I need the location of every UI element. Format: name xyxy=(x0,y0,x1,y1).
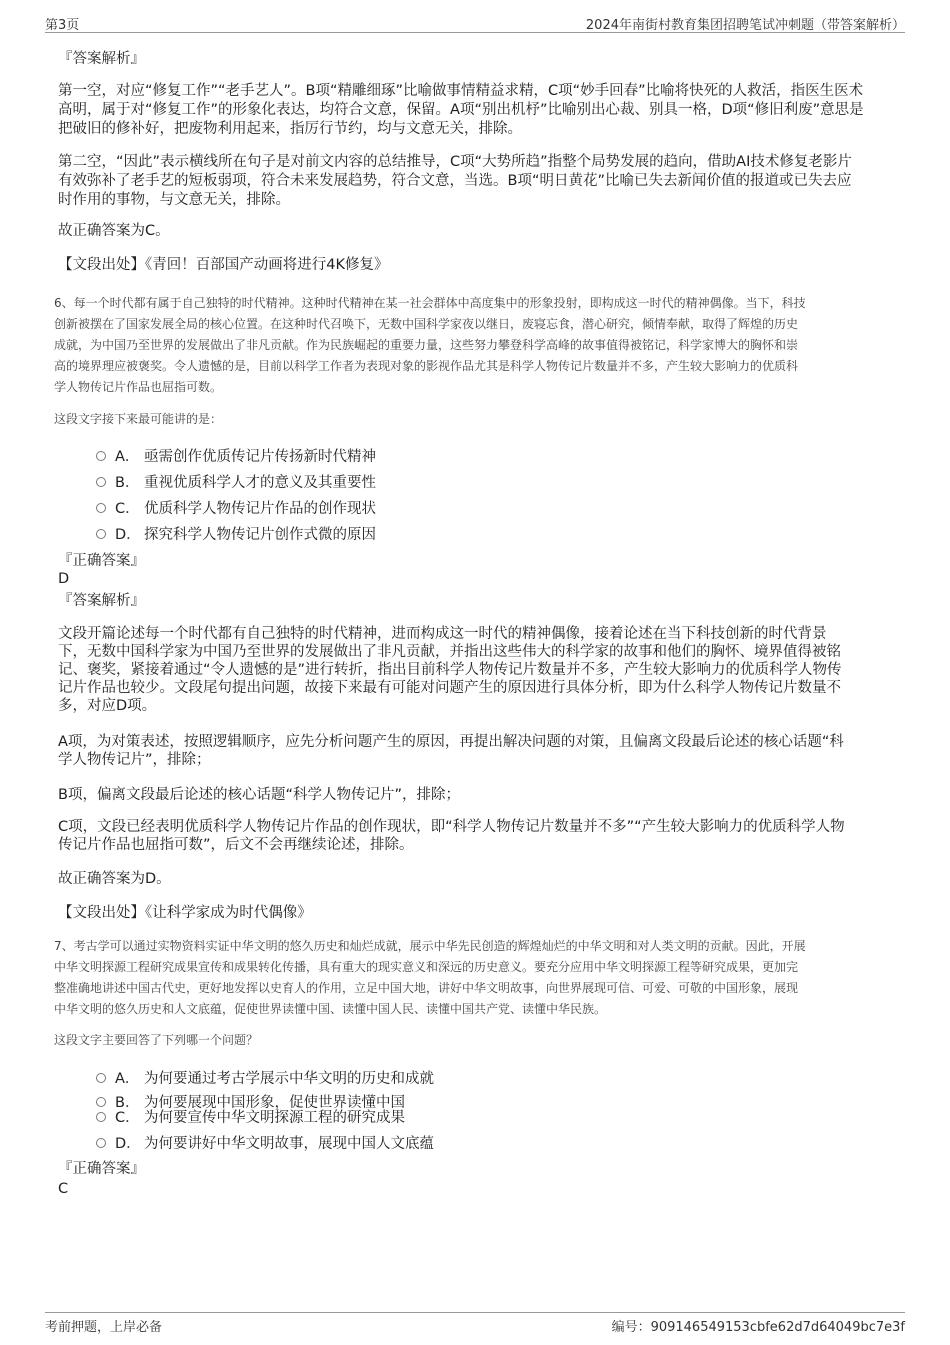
q6-conclusion: 故正确答案为D。 xyxy=(58,871,171,887)
option-text: 重视优质科学人才的意义及其重要性 xyxy=(144,475,376,491)
option-key: B． xyxy=(115,1095,140,1111)
radio-button[interactable] xyxy=(96,1097,106,1107)
q6-answer: D xyxy=(58,571,70,587)
option-key: A． xyxy=(115,1071,140,1087)
option-key: C． xyxy=(115,501,140,517)
page-header xyxy=(45,12,905,33)
q6-source: 【文段出处】《让科学家成为时代偶像》 xyxy=(58,905,312,921)
option-key: D． xyxy=(115,527,141,543)
q6-answer-title: 『正确答案』 xyxy=(58,553,145,569)
q6-analysis-title: 『答案解析』 xyxy=(58,593,145,609)
radio-button[interactable] xyxy=(96,477,106,487)
q5-conclusion: 故正确答案为C。 xyxy=(58,223,170,239)
document-id: 编号：909146549153cbfe62d7d64049bc7e3f xyxy=(611,1320,905,1335)
option-key: C． xyxy=(115,1110,140,1126)
document-title: 2024年南街村教育集团招聘笔试冲刺题（带答案解析） xyxy=(585,18,905,33)
page-footer xyxy=(45,1312,905,1335)
radio-button[interactable] xyxy=(96,1073,106,1083)
radio-button[interactable] xyxy=(96,529,106,539)
option-key: A． xyxy=(115,449,140,465)
q7-answer-title: 『正确答案』 xyxy=(58,1161,145,1177)
q7-question: 这段文字主要回答了下列哪一个问题？ xyxy=(54,1033,259,1047)
footer-slogan: 考前押题，上岸必备 xyxy=(45,1320,163,1335)
q7-answer: C xyxy=(58,1181,69,1197)
radio-button[interactable] xyxy=(96,451,106,461)
option-text: 优质科学人物传记片作品的创作现状 xyxy=(144,501,376,517)
option-text: 为何要通过考古学展示中华文明的历史和成就 xyxy=(144,1071,434,1087)
option-key: B． xyxy=(115,475,140,491)
option-text: 为何要宣传中华文明探源工程的研究成果 xyxy=(144,1110,405,1126)
radio-button[interactable] xyxy=(96,1112,106,1122)
radio-button[interactable] xyxy=(96,503,106,513)
option-text: 为何要讲好中华文明故事，展现中国人文底蕴 xyxy=(144,1136,434,1152)
q6-analysis-option-b: B项，偏离文段最后论述的核心话题“科学人物传记片”，排除； xyxy=(58,787,460,803)
q5-source: 【文段出处】《青回！百部国产动画将进行4K修复》 xyxy=(58,257,389,273)
radio-button[interactable] xyxy=(96,1138,106,1148)
option-text: 亟需创作优质传记片传扬新时代精神 xyxy=(144,449,376,465)
option-text: 探究科学人物传记片创作式微的原因 xyxy=(144,527,376,543)
page-number: 第3页 xyxy=(45,18,80,33)
q5-analysis-title: 『答案解析』 xyxy=(58,51,145,67)
option-text: 为何要展现中国形象，促使世界读懂中国 xyxy=(144,1095,405,1111)
option-key: D． xyxy=(115,1136,141,1152)
q6-question: 这段文字接下来最可能讲的是： xyxy=(54,412,223,426)
